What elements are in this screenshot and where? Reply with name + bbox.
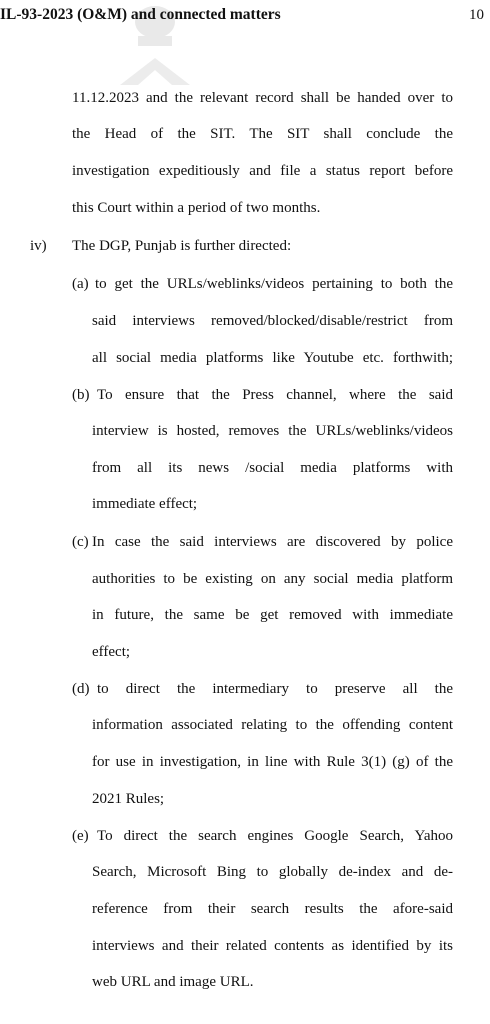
sub-item-line: interview is hosted, removes the URLs/weblinks/videos — [92, 423, 453, 439]
sub-item-line: To direct the search engines Google Search, Yahoo — [97, 828, 453, 844]
sub-item-line: in future, the same be get removed with immediate — [92, 607, 453, 623]
sub-item-label: (b) — [72, 387, 90, 403]
item-intro: The DGP, Punjab is further directed: — [72, 238, 292, 254]
sub-item-line: In case the said interviews are discovered by police — [92, 534, 453, 550]
sub-item-line: from all its news /social media platforms with — [92, 460, 453, 476]
sub-item-label: (a) — [72, 276, 89, 292]
sub-item-label: (e) — [72, 828, 89, 844]
sub-item-line: effect; — [92, 644, 131, 660]
item-label: iv) — [30, 238, 47, 254]
sub-item-line: interviews and their related contents as identified by its — [92, 938, 453, 954]
sub-item-line: 2021 Rules; — [92, 791, 165, 807]
sub-item-line: to direct the intermediary to preserve all the — [97, 681, 453, 697]
sub-item-line: reference from their search results the afore-said — [92, 901, 453, 917]
sub-item-label: (d) — [72, 681, 90, 697]
sub-item-line: information associated relating to the offending content — [92, 717, 453, 733]
sub-item-line: for use in investigation, in line with Rule 3(1) (g) of the — [92, 754, 453, 770]
sub-item-line: To ensure that the Press channel, where the said — [97, 387, 453, 403]
paragraph-line: investigation expeditiously and file a status report before — [72, 163, 453, 179]
sub-item-line: to get the URLs/weblinks/videos pertaining to both the — [95, 276, 453, 292]
paragraph-line: the Head of the SIT. The SIT shall conclude the — [72, 126, 453, 142]
sub-item-label: (c) — [72, 534, 89, 550]
sub-item-line: immediate effect; — [92, 496, 198, 512]
paragraph-line: 11.12.2023 and the relevant record shall be handed over to — [72, 90, 453, 106]
sub-item-line: all social media platforms like Youtube etc. forthwith; — [92, 350, 453, 366]
page-number: 10 — [469, 7, 484, 23]
paragraph-line: this Court within a period of two months. — [72, 200, 321, 216]
sub-item-line: Search, Microsoft Bing to globally de-index and de- — [92, 864, 453, 880]
case-title: IL-93-2023 (O&M) and connected matters — [0, 6, 281, 23]
sub-item-line: said interviews removed/blocked/disable/restrict from — [92, 313, 453, 329]
sub-item-line: authorities to be existing on any social media platform — [92, 571, 453, 587]
sub-item-line: web URL and image URL. — [92, 974, 254, 990]
